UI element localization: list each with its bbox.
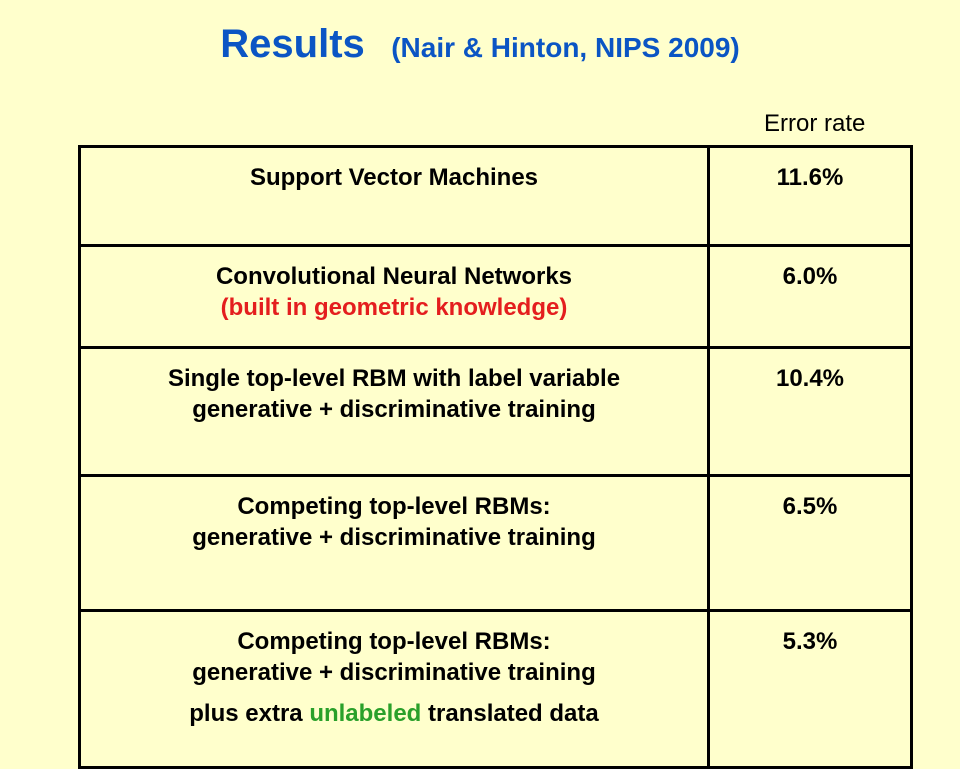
error-rate-value: 6.5% xyxy=(782,493,838,520)
error-rate-value: 11.6% xyxy=(776,164,844,191)
unlabeled-highlight: unlabeled xyxy=(309,700,422,727)
error-rate-cell xyxy=(709,147,912,246)
method-cell xyxy=(80,147,709,246)
method-name: Competing top-level RBMs: xyxy=(237,628,551,655)
error-rate-cell xyxy=(709,348,912,476)
method-cell xyxy=(80,246,709,348)
method-cell xyxy=(80,476,709,611)
error-rate-value: 6.0% xyxy=(782,263,838,290)
results-table xyxy=(78,145,913,769)
error-rate-value: 5.3% xyxy=(782,628,838,655)
method-detail: generative + discriminative training xyxy=(192,396,596,423)
method-name: Support Vector Machines xyxy=(249,164,539,191)
method-cell xyxy=(80,348,709,476)
title-main: Results xyxy=(220,22,365,66)
method-name: Single top-level RBM with label variable xyxy=(167,365,621,392)
method-extra xyxy=(81,698,707,729)
table-row xyxy=(80,246,912,348)
method-note: (built in geometric knowledge) xyxy=(220,294,568,321)
method-detail: generative + discriminative training xyxy=(192,524,596,551)
method-detail: generative + discriminative training xyxy=(192,659,596,686)
error-rate-caption: Error rate xyxy=(764,110,866,137)
table-row xyxy=(80,147,912,246)
extra-suffix: translated data xyxy=(421,700,599,727)
method-name: Convolutional Neural Networks xyxy=(215,263,573,290)
error-rate-cell xyxy=(709,476,912,611)
error-rate-cell xyxy=(709,246,912,348)
method-name: Competing top-level RBMs: xyxy=(237,493,551,520)
extra-prefix: plus extra xyxy=(189,700,310,727)
slide-title xyxy=(0,22,960,67)
error-rate-cell xyxy=(709,611,912,768)
method-cell xyxy=(80,611,709,768)
table-row xyxy=(80,611,912,768)
table-row xyxy=(80,476,912,611)
title-citation: (Nair & Hinton, NIPS 2009) xyxy=(391,32,740,63)
table-row xyxy=(80,348,912,476)
error-rate-value: 10.4% xyxy=(775,365,845,392)
